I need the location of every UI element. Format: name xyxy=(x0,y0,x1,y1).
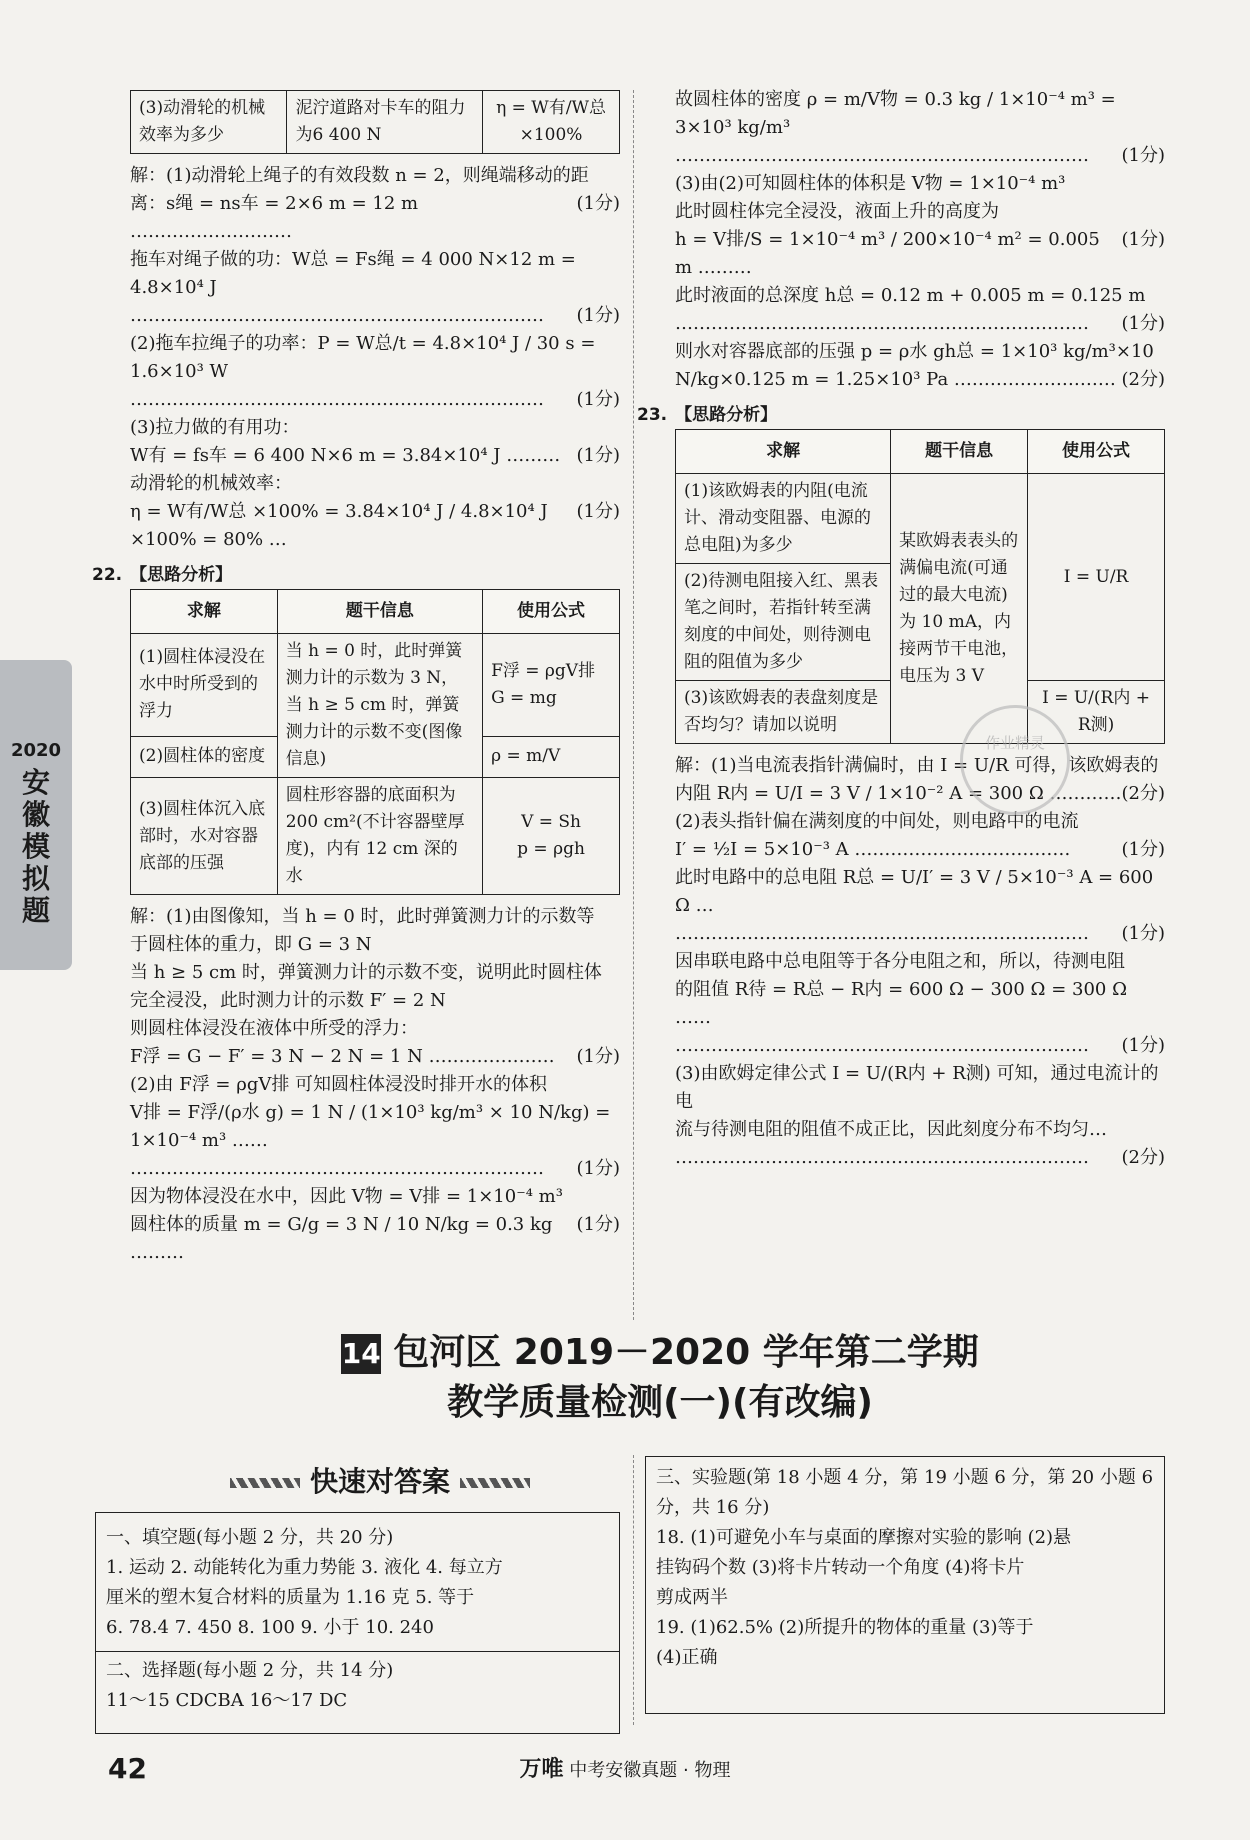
solution-line-text: 解：(1)由图像知，当 h = 0 时，此时弹簧测力计的示数等 xyxy=(130,906,595,927)
solution-line-text: 因串联电路中总电阻等于各分电阻之和，所以，待测电阻 xyxy=(675,951,1125,972)
q21-table-cell-info: 泥泞道路对卡车的阻力为6 400 N xyxy=(287,91,483,154)
choice-section-title: 二、选择题(每小题 2 分，共 14 分) xyxy=(106,1660,394,1681)
exp-line-2: 挂钩码个数 (3)将卡片转动一个角度 (4)将卡片 xyxy=(656,1557,1025,1578)
solution-line xyxy=(130,1183,620,1211)
solution-line xyxy=(130,1015,620,1043)
solution-line xyxy=(675,226,1165,282)
fill-line-2: 厘米的塑木复合材料的质量为 1.16 克 5. 等于 xyxy=(106,1587,475,1608)
q22-row3-question: (3)圆柱体沉入底部时，水对容器底部的压强 xyxy=(131,778,278,895)
score-label: (1分) xyxy=(1121,313,1165,334)
solution-line-text: h = V排/S = 1×10⁻⁴ m³ / 200×10⁻⁴ m² = 0.005 m ……… xyxy=(675,229,1100,278)
solution-line-text: (3)拉力做的有用功： xyxy=(130,417,300,438)
solution-line xyxy=(675,780,1165,808)
q23-row2-question: (2)待测电阻接入红、黑表笔之间时，若指针转至满刻度的中间处，则待测电阻的阻值为多少 xyxy=(676,564,891,681)
solution-line-text: 完全浸没，此时测力计的示数 F′ = 2 N xyxy=(130,990,446,1011)
solution-line-text: 解：(1)动滑轮上绳子的有效段数 n = 2，则绳端移动的距 xyxy=(130,165,589,186)
solution-line xyxy=(675,976,1165,1032)
stripe-decoration-left xyxy=(230,1478,300,1488)
solution-line-text: 拖车对绳子做的功：W总 = Fs绳 = 4 000 N×12 m = 4.8×10⁴ J xyxy=(130,249,576,298)
solution-line-text: …………………………………………………………… xyxy=(675,313,1089,334)
q21-solution xyxy=(130,162,620,554)
solution-line xyxy=(675,170,1165,198)
q23-number: 23. xyxy=(637,405,668,425)
solution-line xyxy=(130,442,620,470)
watermark-stamp: 作业精灵 xyxy=(960,705,1070,815)
q23-table-header-solve: 求解 xyxy=(676,430,891,474)
score-label: (1分) xyxy=(1121,145,1165,166)
q23-row3-formula: I = U/(R内 + R测) xyxy=(1028,681,1165,744)
score-label: (1分) xyxy=(1121,1035,1165,1056)
left-column xyxy=(92,86,620,1267)
q23-info: 某欧姆表表头的满偏电流(可通过的最大电流)为 10 mA，内接两节干电池，电压为 3 V xyxy=(891,474,1028,744)
solution-line-text: (3)由欧姆定律公式 I = U/(R内 + R测) 可知，通过电流计的电 xyxy=(675,1063,1159,1112)
side-tab-label: 安徽模拟题 xyxy=(21,766,50,927)
solution-line xyxy=(675,366,1165,394)
q22-row1-question: (1)圆柱体浸没在水中时所受到的浮力 xyxy=(131,634,278,737)
score-label: (1分) xyxy=(576,1046,620,1067)
solution-line-text: (2)由 F浮 = ρgV排 可知圆柱体浸没时排开水的体积 xyxy=(130,1074,548,1095)
solution-line xyxy=(675,1116,1165,1144)
solution-line-text: 此时液面的总深度 h总 = 0.12 m + 0.005 m = 0.125 m xyxy=(675,285,1146,306)
q22-row1-formula: F浮 = ρgV排 G = mg xyxy=(483,634,620,737)
book-title xyxy=(0,1752,1250,1783)
book-title-text: 中考安徽真题 · 物理 xyxy=(569,1760,731,1781)
solution-line xyxy=(130,959,620,987)
solution-line xyxy=(130,498,620,554)
solution-line-text: …………………………………………………………… xyxy=(130,1158,544,1179)
q23-heading-label: 【思路分析】 xyxy=(675,405,778,425)
exp-line-3: 剪成两半 xyxy=(656,1587,728,1608)
solution-line-text: 于圆柱体的重力，即 G = 3 N xyxy=(130,934,372,955)
q21-table-cell-question: (3)动滑轮的机械效率为多少 xyxy=(131,91,287,154)
q22-heading xyxy=(92,560,620,585)
solution-line-text: 则圆柱体浸没在液体中所受的浮力： xyxy=(130,1018,418,1039)
brand-logo: 万唯 xyxy=(519,1757,564,1782)
q23-solution xyxy=(675,752,1165,1172)
q23-row3-question: (3)该欧姆表的表盘刻度是否均匀？请加以说明 xyxy=(676,681,891,744)
solution-line xyxy=(675,808,1165,836)
solution-line-text: 圆柱体的质量 m = G/g = 3 N / 10 N/kg = 0.3 kg ……… xyxy=(130,1214,553,1263)
score-label: (2分) xyxy=(1121,369,1165,390)
score-label: (1分) xyxy=(576,445,620,466)
solution-line-text: 动滑轮的机械效率： xyxy=(130,473,292,494)
q22-row2-formula: ρ = m/V xyxy=(483,736,620,777)
exp-line-5: (4)正确 xyxy=(656,1647,718,1668)
solution-line xyxy=(675,282,1165,310)
solution-line xyxy=(675,310,1165,338)
q22-solution xyxy=(130,903,620,1267)
side-tab-year: 2020 xyxy=(10,740,62,761)
stripe-decoration-right xyxy=(460,1478,530,1488)
solution-line-text: 内阻 R内 = U/I = 3 V / 1×10⁻² A = 300 Ω ………… xyxy=(675,783,1122,804)
q22-row3-info: 圆柱形容器的底面积为 200 cm²(不计容器壁厚度)，内有 12 cm 深的水 xyxy=(277,778,482,895)
q23-analysis-table xyxy=(675,429,1165,744)
solution-line xyxy=(675,920,1165,948)
exp-section-title: 三、实验题(第 18 小题 4 分，第 19 小题 6 分，第 20 小题 6 分，共 16 分) xyxy=(656,1467,1154,1518)
column-divider xyxy=(633,90,634,1320)
solution-line xyxy=(675,1060,1165,1116)
section-title-line2: 教学质量检测(一)(有改编) xyxy=(447,1382,873,1423)
solution-line xyxy=(130,1211,620,1267)
quick-answers-label: 快速对答案 xyxy=(309,1465,450,1498)
solution-line xyxy=(130,1043,620,1071)
q22-analysis-table xyxy=(130,589,620,895)
solution-line xyxy=(675,1144,1165,1172)
score-label: (2分) xyxy=(1121,783,1165,804)
exp-line-4: 19. (1)62.5% (2)所提升的物体的重量 (3)等于 xyxy=(656,1617,1034,1638)
fill-line-1: 1. 运动 2. 动能转化为重力势能 3. 液化 4. 每立方 xyxy=(106,1557,503,1578)
score-label: (1分) xyxy=(576,305,620,326)
solution-line xyxy=(675,198,1165,226)
q21-table-cell-formula: η = W有/W总 ×100% xyxy=(483,91,620,154)
solution-line-text: 解：(1)当电流表指针满偏时，由 I = U/R 可得，该欧姆表的 xyxy=(675,755,1159,776)
solution-line xyxy=(130,302,620,330)
section-title-line1: 包河区 2019－2020 学年第二学期 xyxy=(393,1332,979,1373)
section-title xyxy=(300,1328,1020,1428)
solution-line xyxy=(130,246,620,302)
solution-line-text: N/kg×0.125 m = 1.25×10³ Pa ……………………… xyxy=(675,369,1116,390)
score-label: (1分) xyxy=(1121,229,1165,250)
solution-line xyxy=(675,142,1165,170)
fill-section-title: 一、填空题(每小题 2 分，共 20 分) xyxy=(106,1527,394,1548)
fill-section xyxy=(96,1519,619,1652)
score-label: (2分) xyxy=(1121,1147,1165,1168)
solution-line xyxy=(130,414,620,442)
solution-line xyxy=(130,987,620,1015)
q22-row1-info: 当 h = 0 时，此时弹簧测力计的示数为 3 N，当 h ≥ 5 cm 时，弹簧测力计的示数不变(图像信息) xyxy=(277,634,482,778)
solution-line-text: 故圆柱体的密度 ρ = m/V物 = 0.3 kg / 1×10⁻⁴ m³ = 3×10³ kg/m³ xyxy=(675,89,1116,138)
solution-line-text: 当 h ≥ 5 cm 时，弹簧测力计的示数不变，说明此时圆柱体 xyxy=(130,962,602,983)
choice-line: 11～15 CDCBA 16～17 DC xyxy=(106,1690,348,1711)
solution-line-text: (3)由(2)可知圆柱体的体积是 V物 = 1×10⁻⁴ m³ xyxy=(675,173,1066,194)
solution-line-text: 流与待测电阻的阻值不成正比，因此刻度分布不均匀… xyxy=(675,1119,1107,1140)
solution-line-text: W有 = fs车 = 6 400 N×6 m = 3.84×10⁴ J ……… xyxy=(130,445,561,466)
fill-line-3: 6. 78.4 7. 450 8. 100 9. 小于 10. 240 xyxy=(106,1617,434,1638)
solution-line-text: …………………………………………………………… xyxy=(130,305,544,326)
solution-line xyxy=(130,1071,620,1099)
solution-line xyxy=(675,948,1165,976)
q22-solution-continued xyxy=(675,86,1165,394)
answer-box-left xyxy=(95,1512,620,1734)
solution-line-text: 则水对容器底部的压强 p = ρ水 gh总 = 1×10³ kg/m³×10 xyxy=(675,341,1154,362)
q23-row1-question: (1)该欧姆表的内阻(电流计、滑动变阻器、电源的总电阻)为多少 xyxy=(676,474,891,564)
solution-line-text: I′ = ½I = 5×10⁻³ A ……………………………… xyxy=(675,839,1071,860)
quick-answers-heading xyxy=(170,1460,590,1500)
solution-line-text: 因为物体浸没在水中，因此 V物 = V排 = 1×10⁻⁴ m³ xyxy=(130,1186,563,1207)
solution-line-text: 离：s绳 = ns车 = 2×6 m = 12 m ……………………… xyxy=(130,193,419,242)
q22-table-header-solve: 求解 xyxy=(131,590,278,634)
score-label: (1分) xyxy=(576,389,620,410)
solution-line-text: …………………………………………………………… xyxy=(675,1035,1089,1056)
solution-line-text: F浮 = G − F′ = 3 N − 2 N = 1 N ………………… xyxy=(130,1046,555,1067)
score-label: (1分) xyxy=(1121,839,1165,860)
solution-line xyxy=(130,1155,620,1183)
exp-line-1: 18. (1)可避免小车与桌面的摩擦对实验的影响 (2)悬 xyxy=(656,1527,1072,1548)
solution-line-text: 的阻值 R待 = R总 − R内 = 600 Ω − 300 Ω = 300 Ω …… xyxy=(675,979,1128,1028)
right-column xyxy=(637,86,1165,1172)
q23-row1-formula: I = U/R xyxy=(1028,474,1165,681)
side-tab xyxy=(0,660,72,970)
solution-line-text: 此时圆柱体完全浸没，液面上升的高度为 xyxy=(675,201,999,222)
solution-line-text: 此时电路中的总电阻 R总 = U/I′ = 3 V / 5×10⁻³ A = 600 Ω … xyxy=(675,867,1154,916)
solution-line xyxy=(130,470,620,498)
score-label: (1分) xyxy=(1121,923,1165,944)
solution-line xyxy=(130,1099,620,1155)
solution-line xyxy=(130,386,620,414)
solution-line xyxy=(130,190,620,246)
column-divider-lower xyxy=(633,1455,634,1725)
solution-line-text: …………………………………………………………… xyxy=(675,1147,1089,1168)
q22-row3-formula: V = Sh p = ρgh xyxy=(483,778,620,895)
solution-line-text: …………………………………………………………… xyxy=(675,923,1089,944)
score-label: (1分) xyxy=(576,501,620,522)
solution-line-text: (2)表头指针偏在满刻度的中间处，则电路中的电流 xyxy=(675,811,1079,832)
solution-line-text: …………………………………………………………… xyxy=(130,389,544,410)
page-number: 42 xyxy=(108,1752,147,1785)
solution-line-text: …………………………………………………………… xyxy=(675,145,1089,166)
solution-line xyxy=(130,162,620,190)
score-label: (1分) xyxy=(576,1214,620,1235)
q22-number: 22. xyxy=(92,565,123,585)
q22-table-header-formula: 使用公式 xyxy=(483,590,620,634)
q22-row2-question: (2)圆柱体的密度 xyxy=(131,736,278,777)
solution-line xyxy=(675,338,1165,366)
solution-line xyxy=(675,836,1165,864)
solution-line xyxy=(130,903,620,931)
solution-line xyxy=(675,752,1165,780)
solution-line xyxy=(675,86,1165,142)
score-label: (1分) xyxy=(576,193,620,214)
q22-table-header-info: 题干信息 xyxy=(277,590,482,634)
q23-heading xyxy=(637,400,1165,425)
section-badge: 14 xyxy=(341,1334,381,1374)
solution-line-text: V排 = F浮/(ρ水 g) = 1 N / (1×10³ kg/m³ × 10 N/kg) = 1×10⁻⁴ m³ …… xyxy=(130,1102,611,1151)
solution-line xyxy=(675,864,1165,920)
q23-table-header-info: 题干信息 xyxy=(891,430,1028,474)
solution-line xyxy=(130,330,620,386)
solution-line-text: η = W有/W总 ×100% = 3.84×10⁴ J / 4.8×10⁴ J ×100% = 80% … xyxy=(130,501,548,550)
choice-section xyxy=(96,1652,619,1724)
q23-table-header-formula: 使用公式 xyxy=(1028,430,1165,474)
answer-box-right xyxy=(645,1456,1165,1714)
score-label: (1分) xyxy=(576,1158,620,1179)
q22-heading-label: 【思路分析】 xyxy=(130,565,233,585)
solution-line xyxy=(130,931,620,959)
solution-line-text: (2)拖车拉绳子的功率：P = W总/t = 4.8×10⁴ J / 30 s = 1.6×10³ W xyxy=(130,333,596,382)
solution-line xyxy=(675,1032,1165,1060)
q21-analysis-table-tail xyxy=(130,90,620,154)
